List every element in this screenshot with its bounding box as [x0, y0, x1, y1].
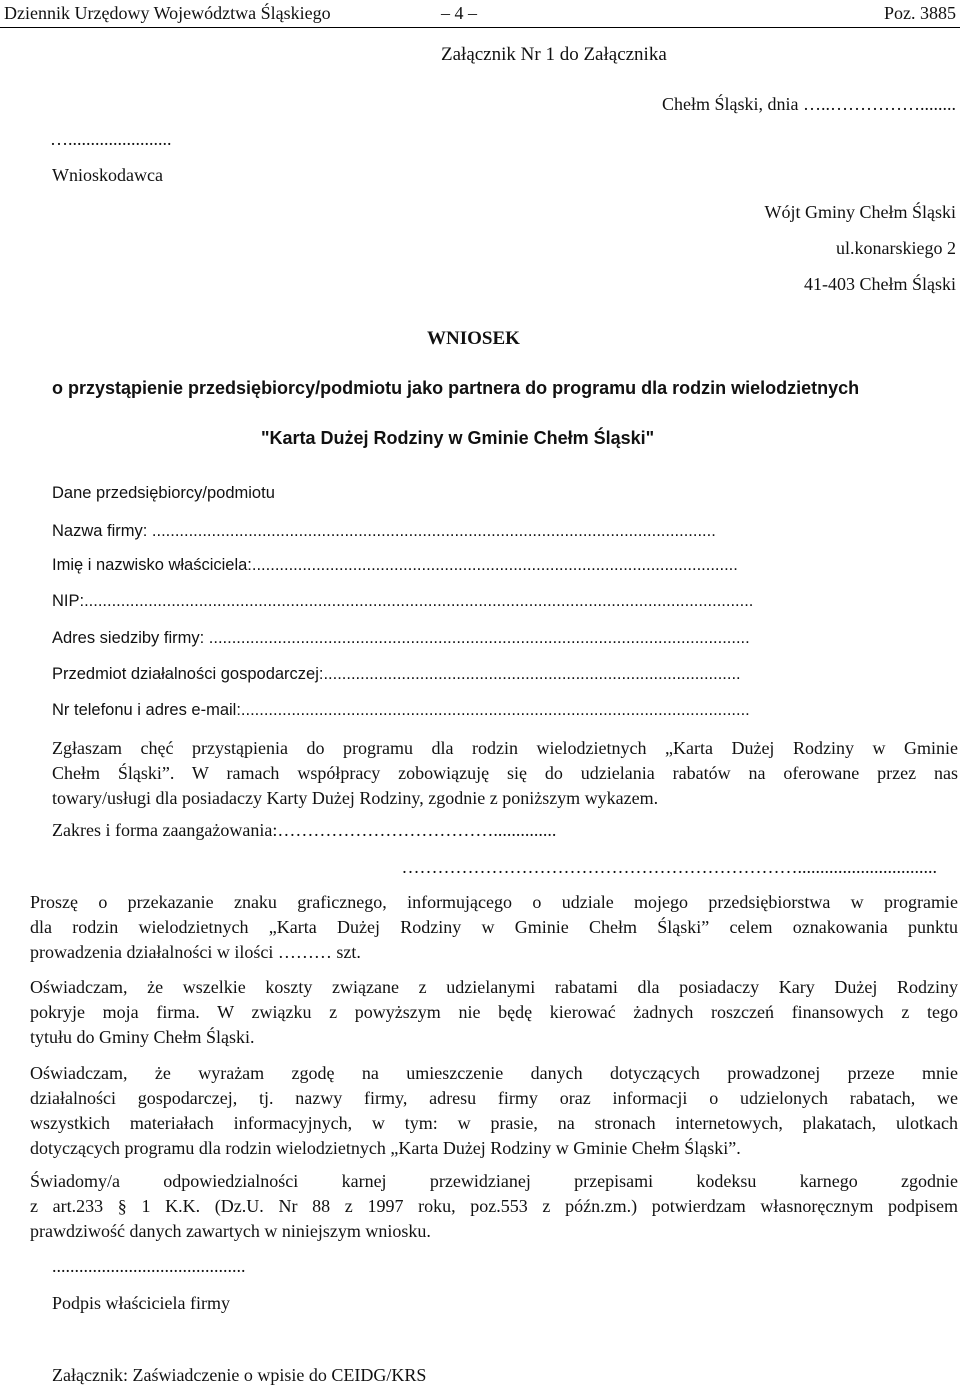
field-company-name: Nazwa firmy: ...........................................................................................................................: [52, 522, 716, 540]
declaration-line: Zgłaszam chęć przystąpienia do programu dla rodzin wielodzietnych „Karta Dużej Rodziny w Gminie: [52, 738, 958, 758]
place-date: Chełm Śląski, dnia …..……………........: [662, 94, 956, 114]
logo-request-line: dla rodzin wielodzietnych „Karta Dużej Rodziny w Gminie Chełm Śląski” celem oznakowania punktu: [30, 917, 958, 937]
consent-statement-line: wszystkich materiałach informacyjnych, w tym: w prasie, na stronach internetowych, plakatach, ulotkach: [30, 1113, 958, 1133]
program-name: "Karta Dużej Rodziny w Gminie Chełm Śląski": [261, 428, 655, 448]
declaration-paragraph: [52, 736, 958, 811]
field-address: Adres siedziby firmy: ......................................................................................................................: [52, 629, 750, 647]
applicant-label: Wnioskodawca: [52, 165, 163, 185]
consent-statement-line: działalności gospodarczej, tj. nazwy firmy, adresu firmy oraz informacji o udzielonych rabatach, we: [30, 1088, 958, 1108]
attachment-note: Załącznik: Zaświadczenie o wpisie do CEIDG/KRS: [52, 1365, 427, 1385]
recipient-line1: Wójt Gminy Chełm Śląski: [764, 202, 956, 222]
costs-statement-line: Oświadczam, że wszelkie koszty związane z udzielanymi rabatami dla posiadaczy Kary Dużej Rodziny: [30, 977, 958, 997]
field-contact: Nr telefonu i adres e-mail:...............................................................................................................: [52, 701, 750, 719]
field-business-scope: Przedmiot działalności gospodarczej:...........................................................................................: [52, 665, 741, 683]
signature-label: Podpis właściciela firmy: [52, 1293, 230, 1313]
scope-dots: …………………………………………………………...............................: [401, 857, 937, 877]
liability-statement-paragraph: [30, 1169, 958, 1244]
page-number: – 4 –: [441, 3, 477, 23]
document-title: WNIOSEK: [427, 328, 520, 349]
consent-statement-line: Oświadczam, że wyrażam zgodę na umieszczenie danych dotyczących prowadzonej przeze mnie: [30, 1063, 958, 1083]
applicant-dots: ….......................: [50, 129, 172, 149]
declaration-line: Chełm Śląski”. W ramach współpracy zobowiązuję się do udzielania rabatów na oferowane przez nas: [52, 763, 958, 783]
consent-statement-paragraph: [30, 1061, 958, 1161]
position-number: Poz. 3885: [884, 3, 956, 23]
costs-statement-line: pokryje moja firma. W związku z powyższym nie będę kierować żadnych roszczeń finansowych z tego: [30, 1002, 958, 1022]
declaration-line: towary/usługi dla posiadaczy Karty Dużej Rodziny, zgodnie z poniższym wykazem.: [52, 788, 659, 808]
logo-request-line: Proszę o przekazanie znaku graficznego, informującego o udziale mojego przedsiębiorstwa w programie: [30, 892, 958, 912]
liability-statement-line: z art.233 § 1 K.K. (Dz.U. Nr 88 z 1997 roku, poz.553 z późn.zm.) potwierdzam własnoręcznym podpisem: [30, 1196, 958, 1216]
consent-statement-line: dotyczących programu dla rodzin wielodzietnych „Karta Dużej Rodziny w Gminie Chełm Śląski”.: [30, 1138, 741, 1158]
liability-statement-line: Świadomy/a odpowiedzialności karnej przewidzianej przepisami kodeksu karnego zgodnie: [30, 1171, 958, 1191]
recipient-line3: 41-403 Chełm Śląski: [804, 274, 956, 294]
header-divider: [0, 27, 960, 28]
logo-request-paragraph: [30, 890, 958, 965]
liability-statement-line: prawdziwość danych zawartych w niniejszym wniosku.: [30, 1221, 431, 1241]
costs-statement-line: tytułu do Gminy Chełm Śląski.: [30, 1027, 255, 1047]
field-owner-name: Imię i nazwisko właściciela:..........................................................................................................: [52, 556, 738, 574]
form-section-title: Dane przedsiębiorcy/podmiotu: [52, 484, 275, 502]
scope-label: Zakres i forma zaangażowania:………………………………..............: [52, 820, 557, 840]
field-nip: NIP:..................................................................................................................................................: [52, 592, 754, 610]
costs-statement-paragraph: [30, 975, 958, 1050]
logo-request-line: prowadzenia działalności w ilości ……… szt.: [30, 942, 361, 962]
recipient-line2: ul.konarskiego 2: [836, 238, 956, 258]
document-subtitle: o przystąpienie przedsiębiorcy/podmiotu jako partnera do programu dla rodzin wielodzietnych: [52, 378, 860, 398]
signature-dots: ...........................................: [52, 1256, 246, 1276]
journal-title: Dziennik Urzędowy Województwa Śląskiego: [4, 3, 331, 23]
annex-title: Załącznik Nr 1 do Załącznika: [441, 44, 667, 65]
